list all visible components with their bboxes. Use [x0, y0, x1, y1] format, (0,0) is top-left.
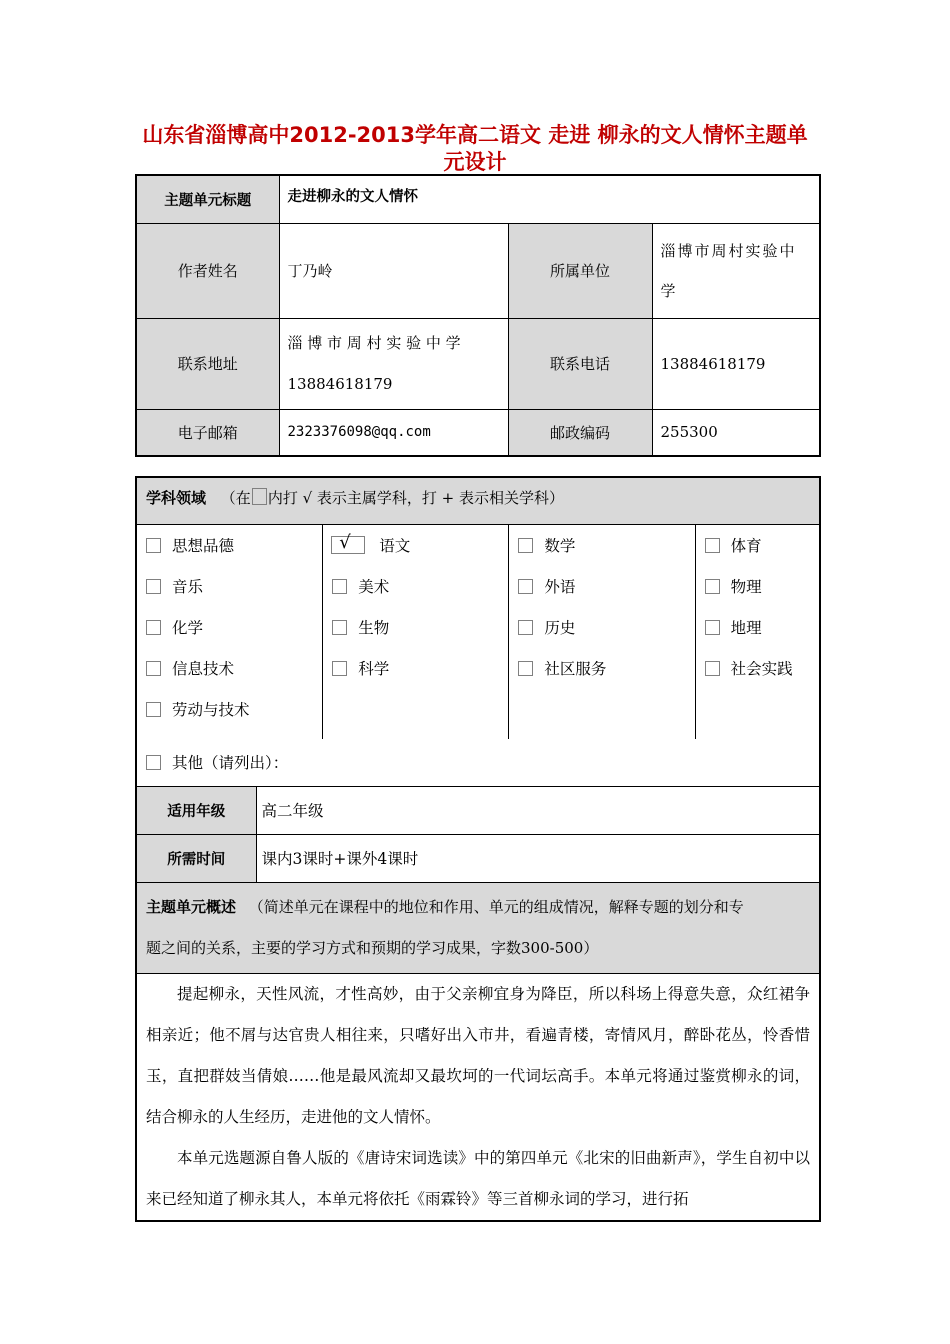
- email-label: 电子邮箱: [136, 409, 279, 456]
- subject-option[interactable]: 社区服务: [509, 648, 694, 689]
- org-label: 所属单位: [508, 223, 652, 318]
- subject-grid: [137, 525, 819, 739]
- email-value: 2323376098@qq.com: [279, 409, 508, 456]
- author-value: 丁乃岭: [279, 223, 508, 318]
- subject-header: [136, 477, 820, 524]
- checkbox-icon[interactable]: [146, 620, 161, 635]
- checkbox-icon[interactable]: [146, 661, 161, 676]
- overview-paragraph-1: 提起柳永，天性风流，才性高妙，由于父亲柳宜身为降臣，所以科场上得意失意，众红裙争相亲近；他不屑与达官贵人相往来，只嗜好出入市井，看遍青楼，寄情风月，醉卧花丛，怜香惜玉，直把群妓当倩娘……他是最风流却又最坎坷的一代词坛高手。本单元将通过鉴赏柳永的词，结合柳永的人生经历，走进他的文人情怀。: [146, 984, 811, 1126]
- checkbox-icon[interactable]: [146, 579, 161, 594]
- postcode-label: 邮政编码: [508, 409, 652, 456]
- subject-option[interactable]: 音乐: [137, 566, 322, 607]
- subject-option[interactable]: 物理: [696, 566, 819, 607]
- postcode-value: 255300: [652, 409, 820, 456]
- subject-header-label: 学科领域: [146, 489, 207, 507]
- subject-other-option[interactable]: 其他（请列出）：: [137, 739, 819, 786]
- subject-option[interactable]: 数学: [509, 525, 694, 566]
- unit-title-value: 走进柳永的文人情怀: [279, 175, 820, 223]
- subject-option[interactable]: 体育: [696, 525, 819, 566]
- checkbox-icon[interactable]: [332, 579, 347, 594]
- unit-design-table: [135, 476, 821, 1222]
- subject-option[interactable]: 外语: [509, 566, 694, 607]
- subject-option[interactable]: 信息技术: [137, 648, 322, 689]
- checkbox-icon[interactable]: [518, 579, 533, 594]
- subject-option[interactable]: 劳动与技术: [137, 689, 322, 730]
- overview-note-2: 题之间的关系，主要的学习方式和预期的学习成果，字数300-500）: [146, 938, 599, 957]
- address-label: 联系地址: [136, 318, 279, 409]
- checkmark-checkbox-icon[interactable]: √: [331, 536, 365, 554]
- address-line-1: 淄 博 市 周 村 实 验 中 学: [287, 333, 461, 352]
- checkbox-icon[interactable]: [518, 620, 533, 635]
- checkbox-icon[interactable]: [518, 538, 533, 553]
- subject-col-2: [323, 525, 509, 739]
- time-label: 所需时间: [136, 834, 256, 882]
- subject-option[interactable]: 思想品德: [137, 525, 322, 566]
- subject-option[interactable]: 美术: [323, 566, 508, 607]
- subject-option[interactable]: 化学: [137, 607, 322, 648]
- subject-option[interactable]: 科学: [323, 648, 508, 689]
- checkbox-icon[interactable]: [518, 661, 533, 676]
- time-value: 课内3课时+课外4课时: [256, 834, 820, 882]
- phone-value: 13884618179: [652, 318, 820, 409]
- checkbox-icon[interactable]: [146, 755, 161, 770]
- org-value: 淄博市周村实验中学: [652, 223, 820, 318]
- subject-option-checked[interactable]: √ 语文: [323, 525, 508, 566]
- checkbox-icon[interactable]: [705, 579, 720, 594]
- overview-paragraph-2: 本单元选题源自鲁人版的《唐诗宋词选读》中的第四单元《北宋的旧曲新声》，学生自初中以来已经知道了柳永其人，本单元将依托《雨霖铃》等三首柳永词的学习，进行拓: [146, 1148, 811, 1208]
- checkbox-icon[interactable]: [705, 661, 720, 676]
- subject-grid-cell: [136, 524, 820, 786]
- subject-header-note-1: （在: [220, 489, 251, 507]
- address-value: [279, 318, 508, 409]
- subject-option[interactable]: 地理: [696, 607, 819, 648]
- grade-label: 适用年级: [136, 786, 256, 834]
- grade-value: 高二年级: [256, 786, 820, 834]
- overview-header: [136, 882, 820, 973]
- subject-col-3: [509, 525, 695, 739]
- checkbox-icon[interactable]: [332, 620, 347, 635]
- address-line-2: 13884618179: [287, 374, 393, 393]
- checkbox-icon[interactable]: [146, 538, 161, 553]
- overview-note-1: （简述单元在课程中的地位和作用、单元的组成情况，解释专题的划分和专: [248, 897, 744, 916]
- phone-label: 联系电话: [508, 318, 652, 409]
- overview-body: [136, 973, 820, 1221]
- subject-header-note-2: 内打 √ 表示主属学科，打 + 表示相关学科）: [267, 489, 565, 507]
- subject-option[interactable]: 社会实践: [696, 648, 819, 689]
- checkbox-icon[interactable]: [705, 620, 720, 635]
- author-info-table: [135, 174, 821, 457]
- checkbox-icon[interactable]: [705, 538, 720, 553]
- subject-col-1: [137, 525, 323, 739]
- document-title: 山东省淄博高中2012-2013学年高二语文 走进 柳永的文人情怀主题单元设计: [142, 123, 808, 174]
- subject-option[interactable]: 历史: [509, 607, 694, 648]
- inline-checkbox-icon: [252, 488, 267, 505]
- unit-title-label: 主题单元标题: [136, 175, 279, 223]
- subject-col-4: [696, 525, 819, 739]
- checkbox-icon[interactable]: [146, 702, 161, 717]
- subject-option[interactable]: 生物: [323, 607, 508, 648]
- checkbox-icon[interactable]: [332, 661, 347, 676]
- author-label: 作者姓名: [136, 223, 279, 318]
- overview-label: 主题单元概述: [146, 897, 237, 916]
